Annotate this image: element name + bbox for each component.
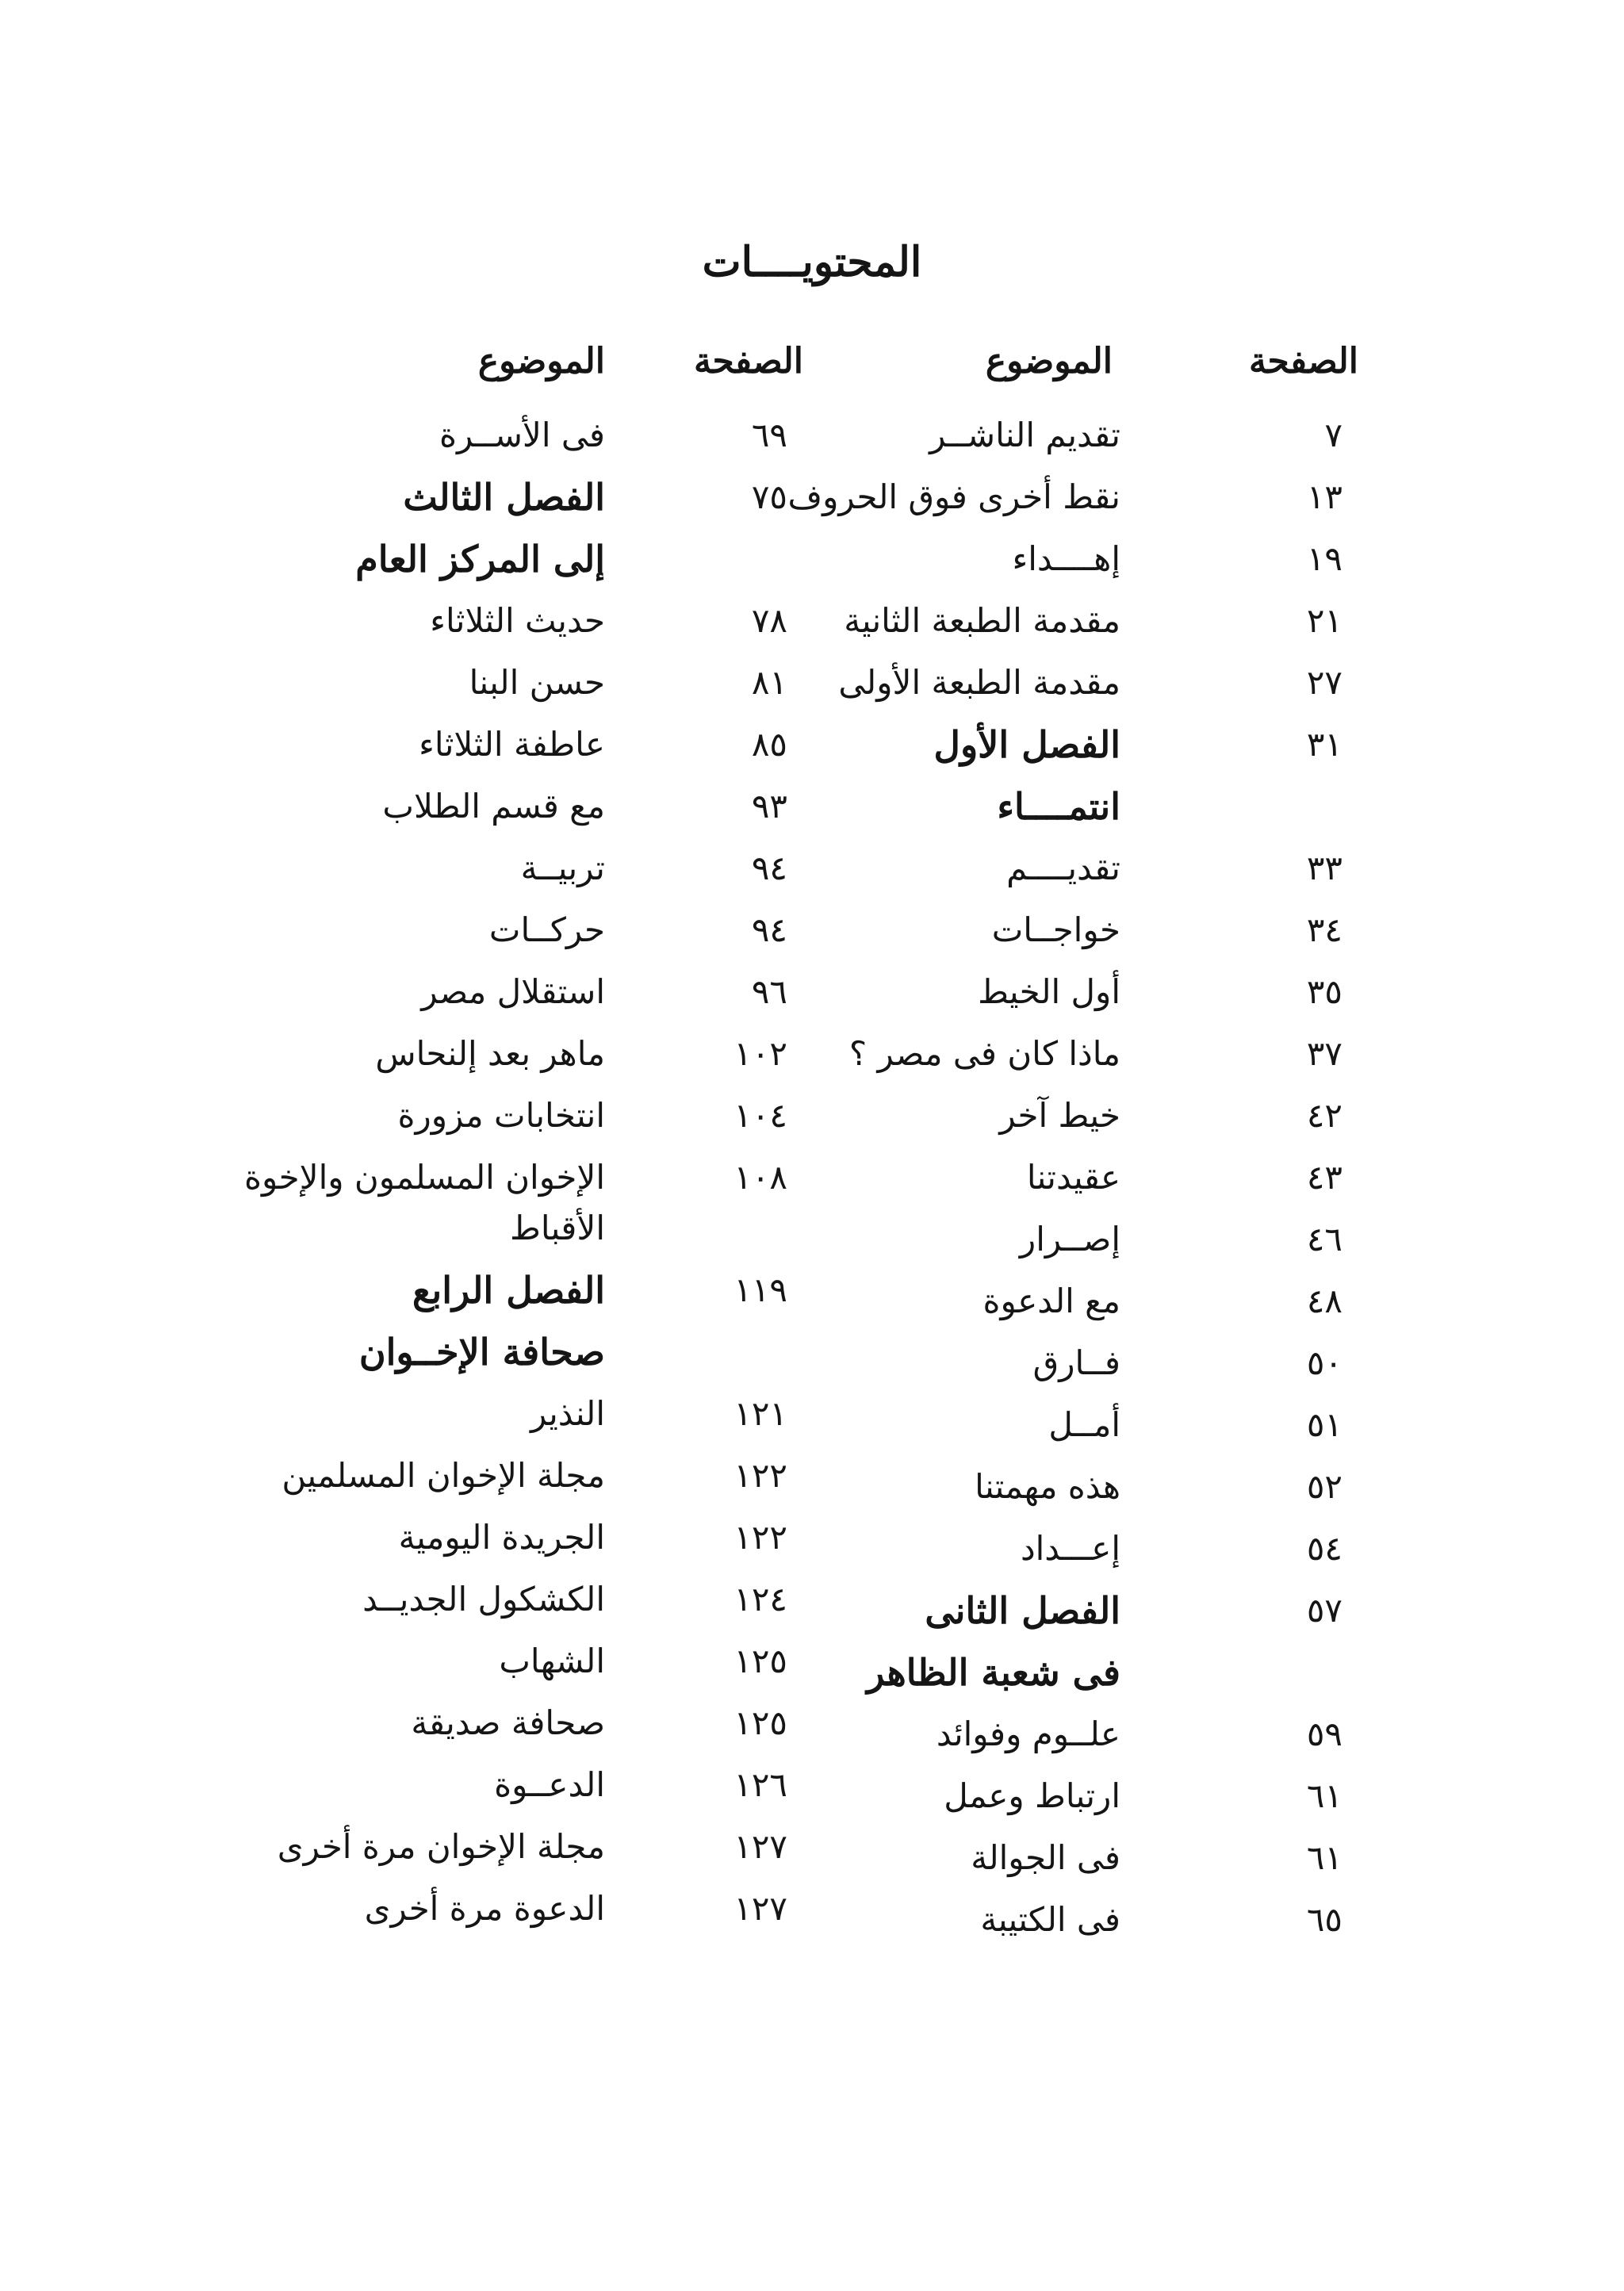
toc-page-number: ٦٥: [1306, 1900, 1342, 1939]
toc-topic: استقلال مصر: [421, 972, 605, 1011]
toc-topic: الدعوة مرة أخرى: [364, 1889, 605, 1928]
toc-page-number: ٥٠: [1306, 1343, 1342, 1382]
toc-page-number: ٧: [1324, 416, 1342, 454]
toc-topic: تقديم الناشــر: [929, 416, 1120, 454]
toc-page-number: ٤٦: [1306, 1220, 1342, 1259]
toc-topic: تربيــة: [520, 849, 605, 887]
toc-chapter-heading: [216, 1259, 803, 1321]
toc-list: [216, 404, 803, 1940]
toc-entry: [216, 837, 803, 899]
toc-entry: [216, 714, 803, 776]
toc-entry: [756, 837, 1358, 899]
toc-chapter-heading: [756, 714, 1358, 776]
toc-entry: [756, 528, 1358, 590]
toc-entry: [216, 1692, 803, 1754]
toc-topic: هذه مهمتنا: [975, 1467, 1120, 1506]
toc-topic: إهــــداء: [1012, 539, 1120, 578]
toc-topic: مع قسم الطلاب: [382, 787, 605, 826]
toc-topic: خواجــات: [991, 910, 1120, 949]
toc-entry: [216, 1507, 803, 1569]
header-topic-label: الموضوع: [477, 340, 605, 381]
toc-chapter-heading: [756, 1580, 1358, 1642]
toc-entry: [756, 1147, 1358, 1209]
toc-topic: الفصل الثانى: [925, 1589, 1120, 1632]
toc-topic: فى الجوالة: [971, 1838, 1120, 1877]
toc-topic: تقديــــم: [1006, 849, 1120, 887]
toc-entry: [756, 1765, 1358, 1827]
toc-page-number: ٦٩: [751, 416, 787, 454]
column-header: [756, 333, 1358, 389]
toc-entry: [756, 466, 1358, 528]
toc-topic: إعـــداد: [1020, 1529, 1120, 1568]
toc-chapter-heading: [216, 528, 803, 590]
toc-page-number: ٥٩: [1306, 1714, 1342, 1753]
toc-page-number: ٣٤: [1306, 910, 1342, 949]
toc-topic: حركــات: [488, 910, 605, 949]
toc-page-number: ٧٥: [751, 477, 787, 516]
toc-topic: مقدمة الطبعة الأولى: [838, 663, 1120, 702]
toc-entry: [216, 961, 803, 1023]
toc-entry: [216, 1754, 803, 1816]
toc-page-number: ٢٧: [1306, 663, 1342, 702]
page-title: المحتويــــات: [702, 238, 922, 286]
header-page-label: الصفحة: [693, 340, 803, 381]
toc-entry: [756, 404, 1358, 466]
toc-topic: ماذا كان فى مصر ؟: [848, 1034, 1120, 1073]
toc-topic: علــوم وفوائد: [936, 1714, 1120, 1753]
toc-chapter-heading: [756, 1642, 1358, 1703]
toc-entry: [756, 1889, 1358, 1951]
toc-page-number: ١٢٧: [733, 1827, 787, 1866]
toc-entry: [756, 961, 1358, 1023]
toc-topic: مجلة الإخوان المسلمين: [282, 1456, 605, 1495]
toc-entry: [756, 1209, 1358, 1270]
toc-topic: أمــل: [1048, 1405, 1120, 1444]
toc-chapter-heading: [216, 466, 803, 528]
toc-page-number: ١٢١: [733, 1394, 787, 1433]
toc-page-number: ١٢٢: [733, 1518, 787, 1557]
toc-page-number: ٤٢: [1306, 1096, 1342, 1135]
toc-entry: [756, 1332, 1358, 1394]
toc-chapter-heading: [756, 776, 1358, 837]
toc-page-number: ٦١: [1306, 1776, 1342, 1815]
toc-entry: [216, 899, 803, 961]
toc-list: [756, 404, 1358, 1951]
toc-topic: خيط آخر: [999, 1096, 1120, 1135]
toc-entry: [216, 1630, 803, 1692]
toc-entry: [216, 776, 803, 837]
toc-chapter-heading: [216, 1321, 803, 1383]
toc-topic: فــارق: [1032, 1343, 1120, 1382]
toc-entry: [756, 899, 1358, 961]
toc-page-number: ٥٤: [1306, 1529, 1342, 1568]
toc-topic: الدعــوة: [494, 1765, 605, 1804]
toc-page-number: ٩٣: [751, 787, 787, 826]
toc-entry: [216, 1023, 803, 1085]
toc-page-number: ١١٩: [733, 1270, 787, 1309]
toc-column-left: [216, 333, 803, 1940]
toc-entry: [216, 1085, 803, 1147]
toc-page-number: ١٣: [1306, 477, 1342, 516]
toc-topic: عقيدتنا: [1026, 1158, 1120, 1197]
toc-topic: حسن البنا: [469, 663, 605, 702]
toc-page-number: ١٢٦: [733, 1765, 787, 1804]
toc-topic: إصــرار: [1019, 1220, 1120, 1259]
toc-page-number: ٥٧: [1306, 1591, 1342, 1630]
toc-topic: مع الدعوة: [982, 1282, 1120, 1320]
toc-page-number: ٧٨: [751, 601, 787, 640]
toc-entry: [756, 1518, 1358, 1580]
toc-entry: [756, 1827, 1358, 1889]
toc-entry: [216, 404, 803, 466]
toc-page-number: ٣٥: [1306, 972, 1342, 1011]
toc-page-number: ٩٦: [751, 972, 787, 1011]
toc-page-number: ٨١: [751, 663, 787, 702]
toc-entry: [756, 652, 1358, 714]
toc-page-number: ٤٨: [1306, 1282, 1342, 1320]
toc-entry: [756, 1456, 1358, 1518]
toc-entry: [216, 1816, 803, 1878]
header-topic-label: الموضوع: [985, 340, 1113, 381]
toc-page-number: ١٢٤: [733, 1580, 787, 1619]
toc-page-number: ٩٤: [751, 910, 787, 949]
toc-topic: أول الخيط: [978, 972, 1120, 1011]
toc-topic: انتخابات مزورة: [397, 1096, 605, 1135]
toc-page-number: ٣٣: [1306, 849, 1342, 887]
toc-page-number: ٣٧: [1306, 1034, 1342, 1073]
toc-topic: انتمــــاء: [997, 785, 1120, 828]
column-header: [216, 333, 803, 389]
toc-page-number: ٥٢: [1306, 1467, 1342, 1506]
toc-topic: إلى المركز العام: [355, 538, 605, 580]
toc-topic: الإخوان المسلمون والإخوة الأقباط: [243, 1158, 605, 1247]
toc-column-right: [756, 333, 1358, 1951]
toc-entry: [216, 1878, 803, 1940]
header-page-label: الصفحة: [1248, 340, 1358, 381]
toc-page-number: ٨٥: [751, 725, 787, 764]
toc-topic: الفصل الثالث: [403, 476, 605, 519]
toc-topic: الشهاب: [499, 1642, 605, 1680]
toc-topic: صحافة صديقة: [411, 1703, 605, 1742]
toc-page-number: ٩٤: [751, 849, 787, 887]
toc-page-number: ١٠٢: [733, 1034, 787, 1073]
toc-page-number: ٥١: [1306, 1405, 1342, 1444]
toc-topic: الفصل الأول: [933, 723, 1120, 766]
toc-entry: [216, 1445, 803, 1507]
toc-entry: [756, 590, 1358, 652]
toc-topic: صحافة الإخــوان: [358, 1331, 605, 1373]
toc-topic: ماهر بعد إلنحاس: [375, 1034, 605, 1073]
toc-entry: [216, 1383, 803, 1445]
toc-entry: [756, 1703, 1358, 1765]
toc-topic: عاطفة الثلاثاء: [419, 725, 605, 764]
toc-topic: فى الأســرة: [439, 416, 605, 454]
toc-topic: فى الكتيبة: [980, 1900, 1120, 1939]
toc-page-number: ١٢٥: [733, 1703, 787, 1742]
toc-page-number: ١٠٨: [733, 1158, 787, 1197]
toc-topic: النذير: [530, 1394, 605, 1433]
toc-topic: الجريدة اليومية: [398, 1518, 605, 1557]
toc-entry: [216, 1569, 803, 1630]
toc-entry: [756, 1394, 1358, 1456]
toc-entry: [216, 590, 803, 652]
toc-topic: نقط أخرى فوق الحروف: [787, 477, 1120, 516]
toc-entry: [756, 1270, 1358, 1332]
toc-topic: ارتباط وعمل: [944, 1776, 1120, 1815]
toc-entry: [756, 1085, 1358, 1147]
toc-topic: الفصل الرابع: [412, 1269, 605, 1312]
toc-page-number: ١٢٧: [733, 1889, 787, 1928]
toc-page-number: ٣١: [1306, 725, 1342, 764]
toc-topic: الكشكول الجديــد: [362, 1580, 605, 1619]
toc-page-number: ١٢٢: [733, 1456, 787, 1495]
toc-page-number: ٦١: [1306, 1838, 1342, 1877]
toc-page-number: ١٢٥: [733, 1642, 787, 1680]
toc-entry: [216, 652, 803, 714]
toc-topic: فى شعبة الظاهر: [867, 1651, 1120, 1694]
toc-entry: [216, 1147, 803, 1259]
toc-topic: مقدمة الطبعة الثانية: [844, 601, 1120, 640]
toc-topic: مجلة الإخوان مرة أخرى: [277, 1827, 605, 1866]
toc-page-number: ١٩: [1306, 539, 1342, 578]
toc-page-number: ١٠٤: [733, 1096, 787, 1135]
toc-entry: [756, 1023, 1358, 1085]
toc-page-number: ٤٣: [1306, 1158, 1342, 1197]
toc-topic: حديث الثلاثاء: [430, 601, 605, 640]
toc-page-number: ٢١: [1306, 601, 1342, 640]
